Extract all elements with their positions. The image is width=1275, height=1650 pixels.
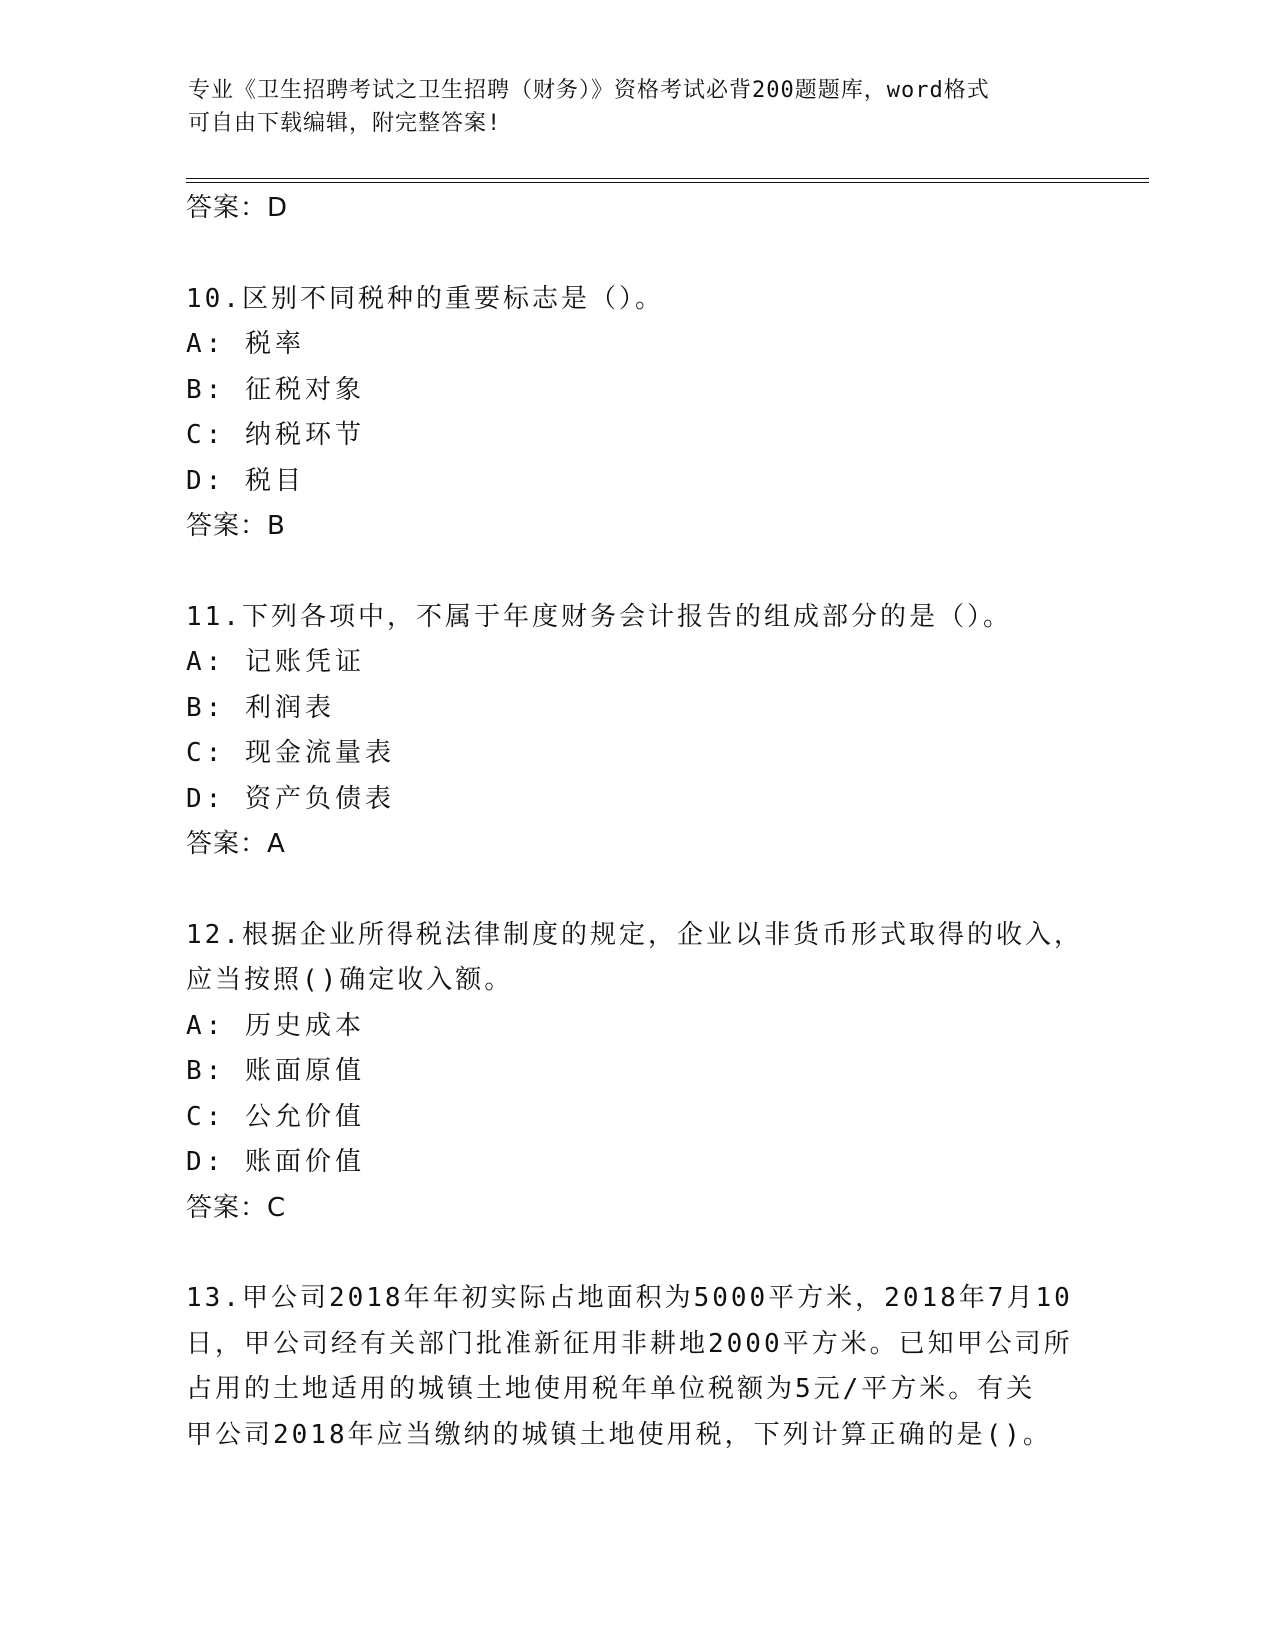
answer-line: 答案：A	[186, 829, 286, 859]
question-stem: 13.甲公司2018年年初实际占地面积为5000平方米，2018年7月10	[186, 1283, 1073, 1313]
option-a: A: 历史成本	[186, 1010, 365, 1041]
option-d: D: 账面价值	[186, 1147, 365, 1177]
header-line-2: 可自由下载编辑，附完整答案!	[188, 111, 502, 136]
question-stem-continued: 甲公司2018年应当缴纳的城镇土地使用税，下列计算正确的是()。	[186, 1419, 1052, 1450]
option-a: A: 税率	[186, 329, 305, 359]
question-stem-continued: 应当按照()确定收入额。	[186, 965, 514, 995]
option-c: C: 现金流量表	[186, 738, 395, 768]
question-list	[186, 186, 1086, 1458]
option-b: B: 征税对象	[186, 374, 365, 405]
question-10	[186, 277, 1086, 550]
answer-line: 答案：B	[186, 511, 286, 541]
header-double-rule	[186, 178, 1149, 183]
question-12	[186, 913, 1086, 1232]
question-stem: 11.下列各项中，不属于年度财务会计报告的组成部分的是（）。	[186, 601, 1012, 632]
option-a: A: 记账凭证	[186, 647, 365, 677]
question-11	[186, 595, 1086, 868]
question-stem: 12.根据企业所得税法律制度的规定，企业以非货币形式取得的收入，	[186, 919, 1083, 950]
option-b: B: 账面原值	[186, 1056, 365, 1086]
option-c: C: 纳税环节	[186, 420, 365, 450]
question-stem: 10.区别不同税种的重要标志是（）。	[186, 283, 664, 314]
document-header	[188, 74, 1088, 140]
question-stem-continued: 占用的土地适用的城镇土地使用税年单位税额为5元/平方米。有关	[186, 1374, 1036, 1404]
header-line-1: 专业《卫生招聘考试之卫生招聘（财务）》资格考试必背200题题库，word格式	[188, 78, 990, 103]
answer-line: 答案：D	[186, 193, 289, 223]
question-13	[186, 1276, 1086, 1458]
question-stem-continued: 日，甲公司经有关部门批准新征用非耕地2000平方米。已知甲公司所	[186, 1328, 1073, 1359]
option-d: D: 税目	[186, 465, 305, 496]
option-d: D: 资产负债表	[186, 783, 395, 814]
answer-line: 答案：C	[186, 1192, 287, 1223]
option-c: C: 公允价值	[186, 1101, 365, 1132]
option-b: B: 利润表	[186, 692, 335, 723]
